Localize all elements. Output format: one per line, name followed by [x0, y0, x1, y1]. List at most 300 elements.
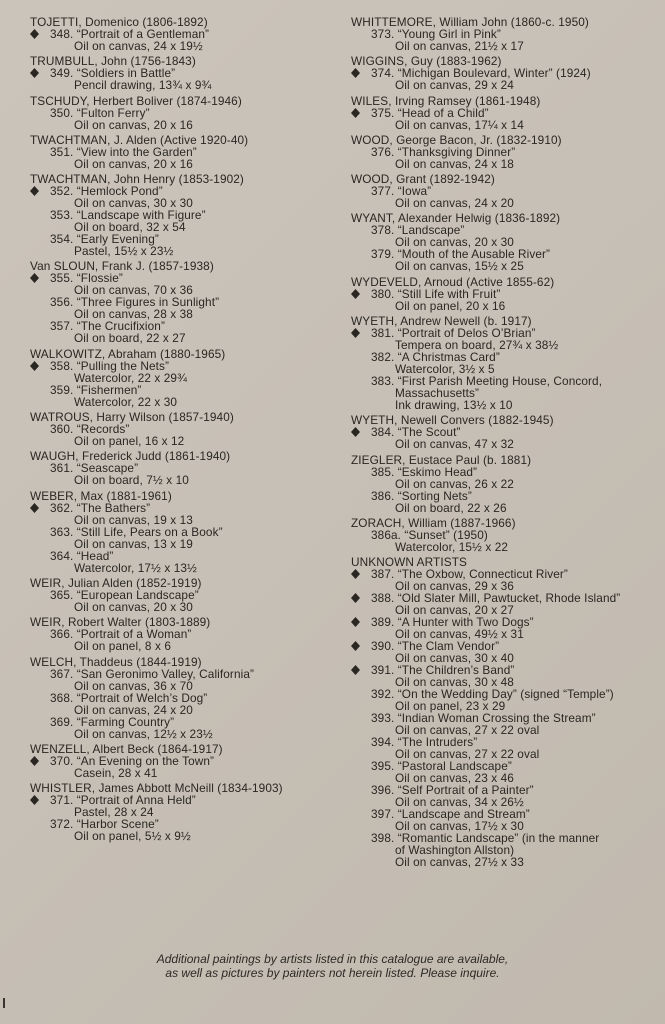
item-number: 376.: [371, 144, 395, 159]
item-title-line: [50, 526, 340, 538]
catalogue-item: [351, 760, 656, 784]
catalogue-item: [30, 272, 340, 296]
item-medium: Oil on canvas, 20 x 27: [395, 603, 514, 618]
item-title: “Old Slater Mill, Pawtucket, Rhode Island”: [397, 591, 621, 606]
artist-entry: [30, 173, 340, 257]
item-medium: Tempera on board, 27¾ x 38½: [395, 338, 559, 353]
catalogue-item: [30, 423, 340, 447]
artist-name: WEIR, Robert Walter (1803-1889): [30, 615, 211, 630]
catalogue-item: [30, 360, 340, 384]
item-title-continued: Massachusetts”: [395, 386, 480, 401]
item-medium: Oil on canvas, 29 x 36: [395, 579, 514, 594]
catalogue-item: [30, 716, 340, 740]
diamond-icon: [351, 289, 360, 298]
item-number: 389.: [371, 615, 395, 630]
item-medium: Oil on canvas, 34 x 26½: [395, 795, 524, 810]
catalogue-item: [30, 384, 340, 408]
item-title: “Michigan Boulevard, Winter” (1924): [397, 66, 591, 81]
right-column: [351, 16, 656, 872]
item-medium: Oil on canvas, 30 x 30: [74, 196, 193, 211]
artist-entry: [351, 414, 656, 450]
catalogue-item: [30, 107, 340, 131]
diamond-icon: [30, 756, 39, 765]
artist-entry: [351, 95, 656, 131]
catalogue-item: [351, 592, 656, 616]
artist-name: WHISTLER, James Abbott McNeill (1834-1903): [30, 781, 283, 796]
diamond-icon: [351, 427, 360, 436]
item-medium: Oil on canvas, 21½ x 17: [395, 39, 524, 53]
artist-name: WIGGINS, Guy (1883-1962): [351, 54, 502, 69]
catalogue-item: [30, 185, 340, 209]
catalogue-item: [30, 526, 340, 550]
item-number: 363.: [50, 524, 74, 539]
item-number: 388.: [371, 591, 395, 606]
artist-entry: [30, 782, 340, 842]
item-number: 362.: [50, 500, 74, 515]
item-number: 380.: [371, 286, 395, 301]
diamond-icon: [30, 503, 39, 512]
item-title: “An Evening on the Town”: [76, 753, 215, 768]
item-title: “Landscape and Stream”: [397, 807, 530, 822]
item-medium: Oil on canvas, 70 x 36: [74, 283, 193, 298]
diamond-icon: [351, 108, 360, 117]
item-title: “A Christmas Card”: [397, 350, 500, 365]
item-number: 377.: [371, 184, 395, 199]
item-number: 354.: [50, 232, 74, 247]
item-title: “Pastoral Landscape”: [397, 759, 512, 774]
item-title-line: [50, 692, 340, 704]
item-medium: Oil on board, 7½ x 10: [74, 473, 189, 488]
item-title: “Head of a Child”: [397, 105, 489, 120]
left-column: [30, 16, 340, 845]
item-number: 365.: [50, 587, 74, 602]
catalogue-item: [351, 426, 656, 450]
item-number: 372.: [50, 817, 74, 832]
diamond-icon: [30, 361, 39, 370]
item-title-line: [371, 288, 656, 300]
artist-entry: [351, 16, 656, 52]
page-edge-mark: [3, 998, 5, 1008]
item-title: “Self Portrait of a Painter”: [397, 783, 534, 798]
item-title-line: [50, 360, 340, 372]
item-number: 353.: [50, 208, 74, 223]
artist-name: Van SLOUN, Frank J. (1857-1938): [30, 259, 214, 274]
catalogue-item: [351, 529, 656, 553]
item-title: “Records”: [76, 422, 130, 437]
artist-entry: [30, 490, 340, 574]
item-medium: Watercolor, 22 x 30: [74, 394, 178, 409]
item-medium: Oil on canvas, 12½ x 23½: [74, 726, 213, 741]
item-title: “Still Life with Fruit”: [397, 286, 501, 301]
item-number: 364.: [50, 548, 74, 563]
item-number: 356.: [50, 295, 74, 310]
item-medium: Pencil drawing, 13¾ x 9¾: [74, 78, 212, 93]
catalogue-item: [30, 233, 340, 257]
item-number: 375.: [371, 105, 395, 120]
item-title-line: [371, 107, 656, 119]
catalogue-item: [30, 668, 340, 692]
item-title-line: [50, 668, 340, 680]
item-medium: Oil on canvas, 27 x 22 oval: [395, 747, 540, 762]
catalogue-item: [351, 327, 656, 351]
artist-entry: [351, 315, 656, 411]
catalogue-item: [351, 568, 656, 592]
item-medium: Ink drawing, 13½ x 10: [395, 398, 513, 413]
artist-entry: [351, 276, 656, 312]
item-number: 355.: [50, 271, 74, 286]
item-title: “Early Evening”: [76, 232, 159, 247]
item-title: “The Scout”: [397, 425, 461, 440]
catalogue-item: [351, 351, 656, 375]
item-number: 386.: [371, 488, 395, 503]
item-number: 360.: [50, 422, 74, 437]
item-medium: Watercolor, 15½ x 22: [395, 539, 509, 554]
diamond-icon: [30, 795, 39, 804]
item-number: 398.: [371, 831, 395, 846]
artist-name: ZORACH, William (1887-1966): [351, 515, 516, 530]
artist-name: WEIR, Julian Alden (1852-1919): [30, 575, 202, 590]
item-medium: Oil on board, 32 x 54: [74, 220, 186, 235]
artist-name: TWACHTMAN, John Henry (1853-1902): [30, 172, 244, 187]
artist-name: WILES, Irving Ramsey (1861-1948): [351, 93, 541, 108]
item-title: “Hemlock Pond”: [76, 184, 163, 199]
item-number: 397.: [371, 807, 395, 822]
item-medium: Oil on canvas, 20 x 16: [74, 117, 193, 132]
item-number: 352.: [50, 184, 74, 199]
item-medium: Casein, 28 x 41: [74, 765, 158, 780]
item-title: “Farming Country”: [76, 714, 175, 729]
item-title: “The Crucifixion”: [76, 319, 165, 334]
item-title: “The Children’s Band”: [397, 663, 515, 678]
item-medium: Oil on canvas, 15½ x 25: [395, 259, 524, 274]
item-number: 361.: [50, 461, 74, 476]
item-title-line: [50, 384, 340, 396]
item-title: “View into the Garden”: [76, 144, 197, 159]
catalogue-item: [30, 209, 340, 233]
item-title: “Soldiers in Battle”: [76, 66, 176, 81]
item-number: 348.: [50, 27, 74, 41]
diamond-icon: [351, 665, 360, 674]
item-title-line: [371, 466, 656, 478]
item-medium: Pastel, 15½ x 23½: [74, 244, 174, 259]
artist-entry: [351, 55, 656, 91]
item-medium: Watercolor, 22 x 29¾: [74, 370, 188, 385]
artist-name: WYDEVELD, Arnoud (Active 1855-62): [351, 274, 555, 289]
catalogue-item: [30, 628, 340, 652]
catalogue-item: [351, 784, 656, 808]
item-medium: Oil on canvas, 24 x 18: [395, 156, 514, 171]
item-medium: Oil on canvas, 28 x 38: [74, 307, 193, 322]
artist-entry: [30, 95, 340, 131]
artist-entry: [30, 16, 340, 52]
footer-note: [0, 952, 665, 980]
item-medium: Oil on panel, 5½ x 9½: [74, 829, 191, 844]
item-title: “First Parish Meeting House, Concord,: [397, 374, 603, 389]
artist-name: UNKNOWN ARTISTS: [351, 555, 467, 570]
item-medium: Oil on panel, 20 x 16: [395, 298, 506, 313]
artist-name: WYETH, Newell Convers (1882-1945): [351, 413, 554, 428]
diamond-icon: [351, 328, 360, 337]
item-title-line: [50, 107, 340, 119]
item-number: 367.: [50, 666, 74, 681]
item-medium: Oil on panel, 8 x 6: [74, 639, 171, 654]
item-number: 396.: [371, 783, 395, 798]
catalogue-item: [30, 146, 340, 170]
artist-name: TOJETTI, Domenico (1806-1892): [30, 15, 208, 29]
artist-entry: [30, 260, 340, 344]
artist-name: TRUMBULL, John (1756-1843): [30, 54, 196, 69]
footer-line-1: Additional paintings by artists listed in this catalogue are available,: [156, 952, 509, 966]
artist-entry: [30, 411, 340, 447]
item-medium: Oil on canvas, 30 x 40: [395, 651, 514, 666]
diamond-icon: [351, 641, 360, 650]
item-number: 359.: [50, 382, 74, 397]
catalogue-item: [351, 664, 656, 688]
item-title: “Fulton Ferry”: [76, 105, 150, 120]
catalogue-item: [351, 28, 656, 52]
artist-entry: [351, 212, 656, 272]
artist-name: WATROUS, Harry Wilson (1857-1940): [30, 410, 234, 425]
item-title: “Landscape with Figure”: [76, 208, 206, 223]
artist-entry: [351, 454, 656, 514]
item-medium: Oil on canvas, 24 x 20: [395, 196, 514, 211]
item-title: “On the Wedding Day” (signed “Temple”): [397, 687, 614, 702]
artist-entry: [30, 743, 340, 779]
item-title: “Pulling the Nets”: [76, 358, 170, 373]
item-medium: Oil on canvas, 17½ x 30: [395, 819, 524, 834]
item-number: 369.: [50, 714, 74, 729]
artist-entry: [30, 656, 340, 740]
item-number: 386a.: [371, 527, 402, 542]
item-title: “The Oxbow, Connecticut River”: [397, 567, 568, 582]
catalogue-item: [30, 755, 340, 779]
item-medium: Oil on canvas, 20 x 30: [395, 235, 514, 250]
catalogue-item: [351, 185, 656, 209]
item-number: 384.: [371, 425, 395, 440]
item-number: 391.: [371, 663, 395, 678]
catalogue-item: [351, 712, 656, 736]
item-medium: Watercolor, 17½ x 13½: [74, 560, 197, 575]
item-medium: Oil on canvas, 23 x 46: [395, 771, 514, 786]
item-medium: Oil on canvas, 24 x 20: [74, 702, 193, 717]
catalogue-item: [30, 502, 340, 526]
item-medium: Oil on canvas, 24 x 19½: [74, 39, 203, 53]
item-number: 381.: [371, 326, 395, 341]
item-number: 349.: [50, 66, 74, 81]
artist-name: WEBER, Max (1881-1961): [30, 488, 172, 503]
artist-name: WOOD, George Bacon, Jr. (1832-1910): [351, 132, 562, 147]
item-medium: Oil on canvas, 47 x 32: [395, 437, 514, 452]
item-medium: Watercolor, 3½ x 5: [395, 362, 495, 377]
diamond-icon: [30, 29, 39, 38]
item-medium: Oil on canvas, 49½ x 31: [395, 627, 524, 642]
item-medium: Oil on canvas, 19 x 13: [74, 512, 193, 527]
artist-entry: [30, 134, 340, 170]
diamond-icon: [30, 68, 39, 77]
item-title-line: [50, 550, 340, 562]
item-medium: Oil on panel, 23 x 29: [395, 699, 506, 714]
item-medium: Oil on canvas, 17¼ x 14: [395, 117, 524, 132]
item-title: “Portrait of a Woman”: [76, 627, 192, 642]
item-number: 351.: [50, 144, 74, 159]
item-medium: Oil on canvas, 20 x 30: [74, 599, 193, 614]
item-title: “European Landscape”: [76, 587, 199, 602]
item-medium: Oil on panel, 16 x 12: [74, 434, 185, 449]
artist-name: WENZELL, Albert Beck (1864-1917): [30, 741, 223, 756]
catalogue-item: [30, 296, 340, 320]
item-medium: Pastel, 28 x 24: [74, 805, 154, 820]
artist-entry: [351, 556, 656, 868]
artist-entry: [30, 348, 340, 408]
catalogue-item: [351, 490, 656, 514]
artist-entry: [351, 173, 656, 209]
artist-name: WHITTEMORE, William John (1860-c. 1950): [351, 15, 589, 29]
item-number: 366.: [50, 627, 74, 642]
item-title: “San Geronimo Valley, California”: [76, 666, 255, 681]
catalogue-item: [30, 28, 340, 52]
diamond-icon: [351, 569, 360, 578]
item-title: “Three Figures in Sunlight”: [76, 295, 220, 310]
diamond-icon: [351, 617, 360, 626]
item-medium: Oil on canvas, 27½ x 33: [395, 855, 524, 870]
artist-name: WALKOWITZ, Abraham (1880-1965): [30, 346, 226, 361]
item-title: “Mouth of the Ausable River”: [397, 247, 551, 262]
catalogue-item: [351, 808, 656, 832]
item-medium: Oil on canvas, 26 x 22: [395, 476, 514, 491]
item-title: “Harbor Scene”: [76, 817, 159, 832]
item-title: “Head”: [76, 548, 114, 563]
catalogue-item: [30, 550, 340, 574]
item-title: “Romantic Landscape” (in the manner: [397, 831, 600, 846]
item-title: “Landscape”: [397, 223, 465, 238]
item-title: “Young Girl in Pink”: [397, 27, 501, 41]
item-number: 390.: [371, 639, 395, 654]
item-number: 385.: [371, 464, 395, 479]
artist-entry: [30, 616, 340, 652]
item-title: “Fishermen”: [76, 382, 142, 397]
item-title: “The Clam Vendor”: [397, 639, 500, 654]
artist-name: WYETH, Andrew Newell (b. 1917): [351, 314, 532, 329]
item-number: 370.: [50, 753, 74, 768]
item-medium: Oil on canvas, 36 x 70: [74, 678, 193, 693]
item-title: “Iowa”: [397, 184, 432, 199]
artist-name: WOOD, Grant (1892-1942): [351, 172, 495, 187]
catalogue-item: [351, 616, 656, 640]
catalogue-item: [351, 67, 656, 91]
catalogue-item: [30, 320, 340, 344]
item-title: “Flossie”: [76, 271, 123, 286]
item-number: 387.: [371, 567, 395, 582]
item-number: 371.: [50, 793, 74, 808]
item-title: “Portrait of a Gentleman”: [76, 27, 210, 41]
item-number: 368.: [50, 690, 74, 705]
item-title: “Portrait of Welch’s Dog”: [76, 690, 208, 705]
catalogue-item: [30, 692, 340, 716]
catalogue-item: [30, 818, 340, 842]
artist-name: TWACHTMAN, J. Alden (Active 1920-40): [30, 132, 249, 147]
item-title: “Portrait of Delos O’Brian”: [397, 326, 536, 341]
catalogue-item: [351, 224, 656, 248]
item-title: “The Bathers”: [76, 500, 151, 515]
item-title-line: [50, 716, 340, 728]
item-number: 392.: [371, 687, 395, 702]
catalogue-item: [351, 736, 656, 760]
item-title: “Thanksgiving Dinner”: [397, 144, 516, 159]
item-medium: Oil on canvas, 13 x 19: [74, 536, 193, 551]
item-medium: Oil on canvas, 27 x 22 oval: [395, 723, 540, 738]
item-number: 350.: [50, 105, 74, 120]
diamond-icon: [30, 273, 39, 282]
catalogue-item: [30, 67, 340, 91]
catalogue-item: [351, 107, 656, 131]
artist-entry: [30, 577, 340, 613]
artist-entry: [351, 134, 656, 170]
item-number: 382.: [371, 350, 395, 365]
catalogue-item: [351, 146, 656, 170]
catalogue-item: [351, 248, 656, 272]
item-number: 379.: [371, 247, 395, 262]
item-medium: Oil on canvas, 20 x 16: [74, 156, 193, 171]
item-title: “Sorting Nets”: [397, 488, 472, 503]
item-number: 374.: [371, 66, 395, 81]
catalogue-item: [351, 466, 656, 490]
catalogue-item: [351, 375, 656, 411]
item-number: 373.: [371, 27, 395, 41]
item-title: “Still Life, Pears on a Book”: [76, 524, 223, 539]
item-title: “Sunset” (1950): [404, 527, 488, 542]
item-title-continued: of Washington Allston): [395, 843, 515, 858]
item-medium: Oil on canvas, 30 x 48: [395, 675, 514, 690]
item-title: “Eskimo Head”: [397, 464, 478, 479]
item-title: “Seascape”: [76, 461, 139, 476]
item-medium: Oil on board, 22 x 26: [395, 500, 507, 515]
artist-name: TSCHUDY, Herbert Boliver (1874-1946): [30, 93, 242, 108]
diamond-icon: [30, 186, 39, 195]
artist-entry: [30, 450, 340, 486]
artist-name: WELCH, Thaddeus (1844-1919): [30, 654, 202, 669]
item-title: “A Hunter with Two Dogs”: [397, 615, 534, 630]
item-number: 393.: [371, 711, 395, 726]
artist-entry: [351, 517, 656, 553]
catalogue-item: [351, 688, 656, 712]
item-title-line: [50, 502, 340, 514]
item-number: 394.: [371, 735, 395, 750]
artist-name: ZIEGLER, Eustace Paul (b. 1881): [351, 452, 532, 467]
catalogue-item: [30, 589, 340, 613]
item-medium: Oil on canvas, 29 x 24: [395, 78, 514, 93]
item-number: 378.: [371, 223, 395, 238]
footer-line-2: as well as pictures by painters not herein listed. Please inquire.: [165, 966, 500, 980]
item-number: 358.: [50, 358, 74, 373]
artist-name: WAUGH, Frederick Judd (1861-1940): [30, 449, 231, 464]
item-medium: Oil on board, 22 x 27: [74, 331, 186, 346]
item-title: “The Intruders”: [397, 735, 478, 750]
catalogue-item: [351, 288, 656, 312]
catalogue-item: [30, 794, 340, 818]
item-title: “Indian Woman Crossing the Stream”: [397, 711, 596, 726]
item-title-line: [371, 490, 656, 502]
artist-name: WYANT, Alexander Helwig (1836-1892): [351, 211, 561, 226]
catalogue-item: [351, 832, 656, 868]
item-number: 395.: [371, 759, 395, 774]
diamond-icon: [351, 68, 360, 77]
item-number: 383.: [371, 374, 395, 389]
item-title: “Portrait of Anna Held”: [76, 793, 196, 808]
item-number: 357.: [50, 319, 74, 334]
artist-entry: [30, 55, 340, 91]
catalogue-item: [351, 640, 656, 664]
catalogue-item: [30, 462, 340, 486]
